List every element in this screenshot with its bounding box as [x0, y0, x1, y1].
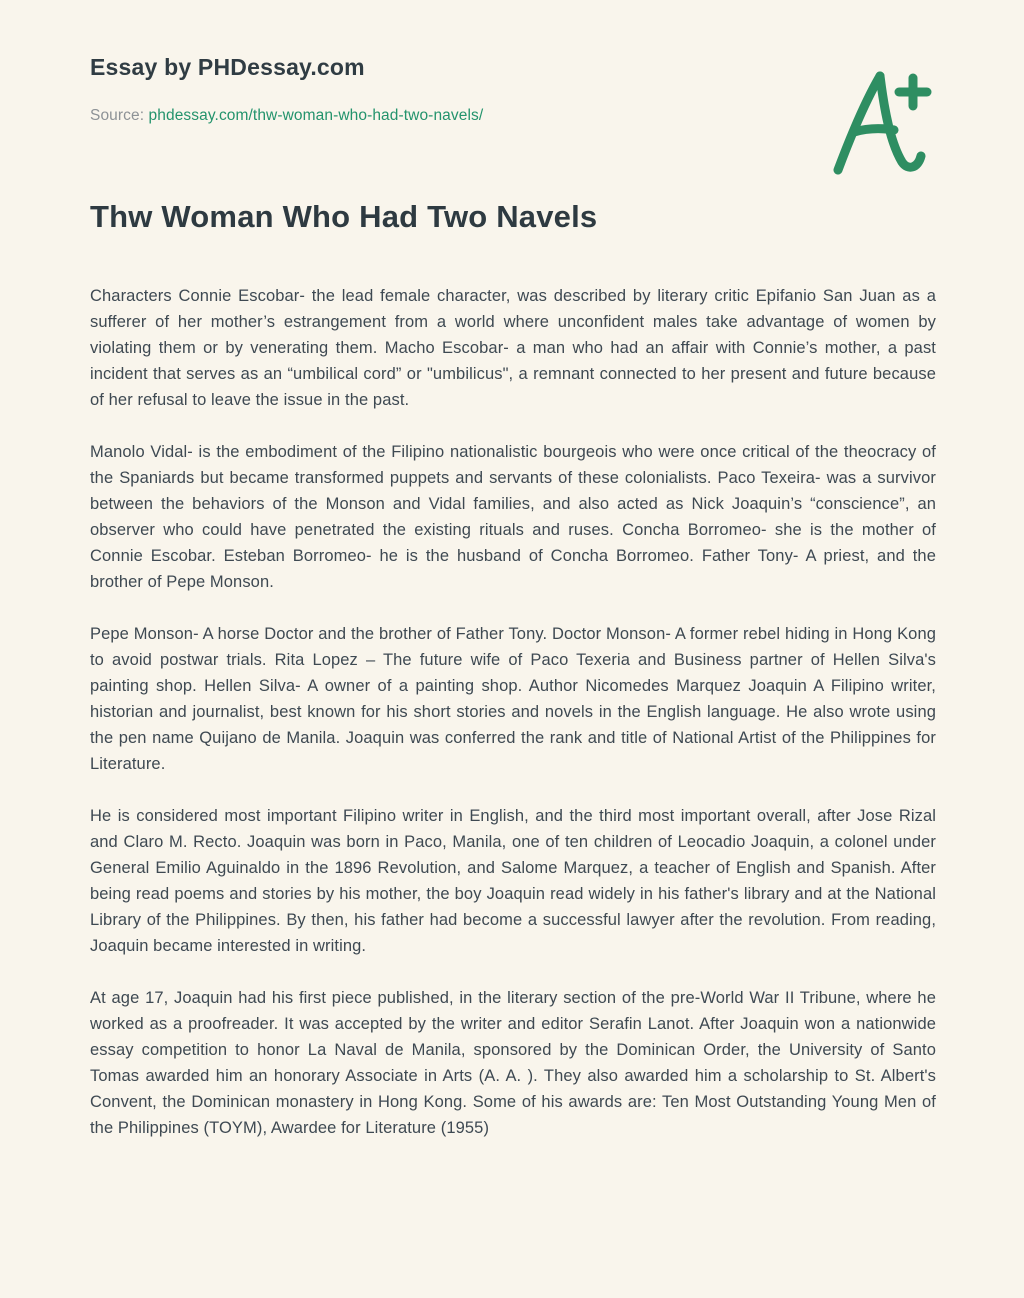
phdessay-logo — [824, 66, 932, 178]
source-line — [90, 107, 936, 125]
source-label: Source: — [90, 107, 149, 124]
essay-paragraph: He is considered most important Filipino writer in English, and the third most important overall, after Jose Rizal and Claro M. Recto. Joaquin was born in Paco, Manila, one of ten children of Leocadio Joaquin, a colonel under General Emilio Aguinaldo in the 1896 Revolution, and Salome Marquez, a teacher of English and Spanish. After being read poems and stories by his mother, the boy Joaquin read widely in his father's library and at the National Library of the Philippines. By then, his father had become a successful lawyer after the revolution. From reading, Joaquin became interested in writing. — [90, 807, 936, 955]
a-plus-logo-icon — [824, 66, 932, 178]
page-title: Thw Woman Who Had Two Navels — [90, 199, 598, 234]
essay-paragraph: Pepe Monson- A horse Doctor and the brother of Father Tony. Doctor Monson- A former rebel hiding in Hong Kong to avoid postwar trials. Rita Lopez – The future wife of Paco Texeria and Business partner of Hellen Silva's painting shop. Hellen Silva- A owner of a painting shop. Author Nicomedes Marquez Joaquin A Filipino writer, historian and journalist, best known for his short stories and novels in the English language. He also wrote using the pen name Quijano de Manila. Joaquin was conferred the rank and title of National Artist of the Philippines for Literature. — [90, 625, 936, 773]
essay-paragraph: At age 17, Joaquin had his first piece published, in the literary section of the pre-World War II Tribune, where he worked as a proofreader. It was accepted by the writer and editor Serafin Lanot. After Joaquin won a nationwide essay competition to honor La Naval de Manila, sponsored by the Dominican Order, the University of Santo Tomas awarded him an honorary Associate in Arts (A. A. ). They also awarded him a scholarship to St. Albert's Convent, the Dominican monastery in Hong Kong. Some of his awards are: Ten Most Outstanding Young Men of the Philippines (TOYM), Awardee for Literature (1955) — [90, 989, 936, 1137]
essay-paragraph: Manolo Vidal- is the embodiment of the Filipino nationalistic bourgeois who were once critical of the theocracy of the Spaniards but became transformed puppets and servants of these colonialists. Paco Texeira- was a survivor between the behaviors of the Monson and Vidal families, and also acted as Nick Joaquin’s “conscience”, an observer who could have penetrated the existing rituals and ruses. Concha Borromeo- she is the mother of Connie Escobar. Esteban Borromeo- he is the husband of Concha Borromeo. Father Tony- A priest, and the brother of Pepe Monson. — [90, 443, 936, 591]
site-header-title: Essay by PHDessay.com — [90, 54, 365, 80]
essay-body — [90, 283, 936, 1141]
essay-paragraph: Characters Connie Escobar- the lead female character, was described by literary critic Epifanio San Juan as a sufferer of her mother’s estrangement from a world where unconfident males take advantage of women by violating them or by venerating them. Macho Escobar- a man who had an affair with Connie’s mother, a past incident that serves as an “umbilical cord” or "umbilicus", a remnant connected to her present and future because of her refusal to leave the issue in the past. — [90, 287, 936, 409]
source-link[interactable]: phdessay.com/thw-woman-who-had-two-navels/ — [148, 107, 484, 124]
page-header — [90, 54, 936, 125]
